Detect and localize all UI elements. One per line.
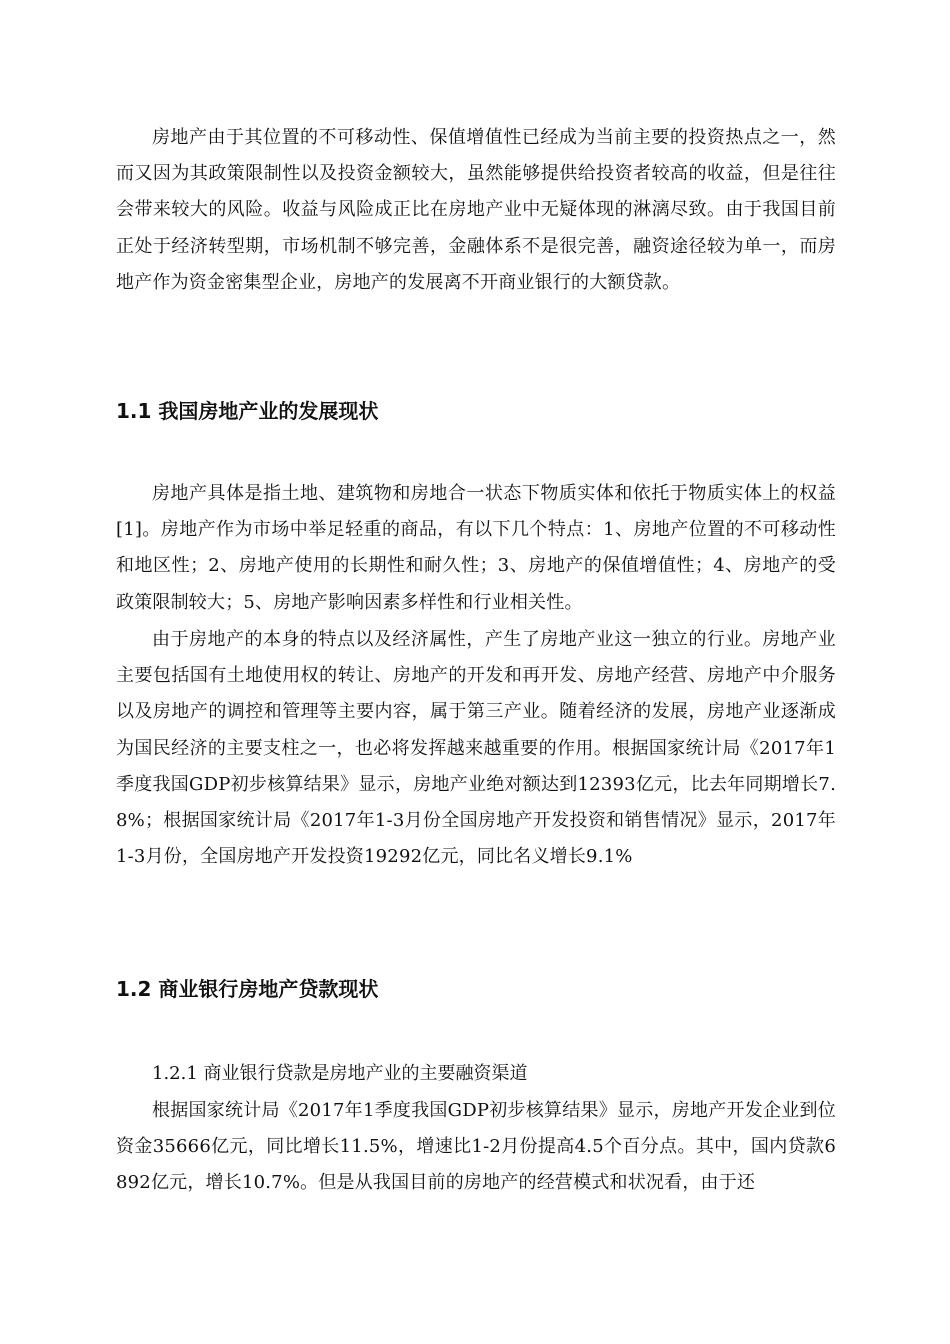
subsection-heading-1-2-1: 1.2.1 商业银行贷款是房地产业的主要融资渠道 bbox=[152, 1063, 528, 1084]
section-1-1-paragraph-1: 房地产具体是指土地、建筑物和房地合一状态下物质实体和依托于物质实体上的权益[1]。房地产作为市场中举足轻重的商品，有以下几个特点：1、房地产位置的不可移动性和地区性；2、房地产使用的长期性和耐久性；3、房地产的保值增值性；4、房地产的受政策限制较大；5、房地产影响因素多样性和行业相关性。 bbox=[116, 483, 836, 613]
intro-paragraph: 房地产由于其位置的不可移动性、保值增值性已经成为当前主要的投资热点之一，然而又因为其政策限制性以及投资金额较大，虽然能够提供给投资者较高的收益，但是往往会带来较大的风险。收益与风险成正比在房地产业中无疑体现的淋漓尽致。由于我国目前正处于经济转型期，市场机制不够完善，金融体系不是很完善，融资途径较为单一，而房地产作为资金密集型企业，房地产的发展离不开商业银行的大额贷款。 bbox=[116, 127, 836, 293]
section-1-2-paragraph-1: 根据国家统计局《2017年1季度我国GDP初步核算结果》显示，房地产开发企业到位资金35666亿元，同比增长11.5%，增速比1-2月份提高4.5个百分点。其中，国内贷款6892亿元，增长10.7%。但是从我国目前的房地产的经营模式和状况看，由于还 bbox=[116, 1100, 836, 1194]
section-heading-1-2: 1.2 商业银行房地产贷款现状 bbox=[116, 977, 379, 1001]
section-1-1-paragraph-2: 由于房地产的本身的特点以及经济属性，产生了房地产业这一独立的行业。房地产业主要包括国有土地使用权的转让、房地产的开发和再开发、房地产经营、房地产中介服务以及房地产的调控和管理等主要内容，属于第三产业。随着经济的发展，房地产业逐渐成为国民经济的主要支柱之一，也必将发挥越来越重要的作用。根据国家统计局《2017年1季度我国GDP初步核算结果》显示，房地产业绝对额达到12393亿元，比去年同期增长7.8%；根据国家统计局《2017年1-3月份全国房地产开发投资和销售情况》显示，2017年1-3月份，全国房地产开发投资19292亿元，同比名义增长9.1% bbox=[116, 629, 836, 868]
section-heading-1-1: 1.1 我国房地产业的发展现状 bbox=[116, 399, 379, 423]
